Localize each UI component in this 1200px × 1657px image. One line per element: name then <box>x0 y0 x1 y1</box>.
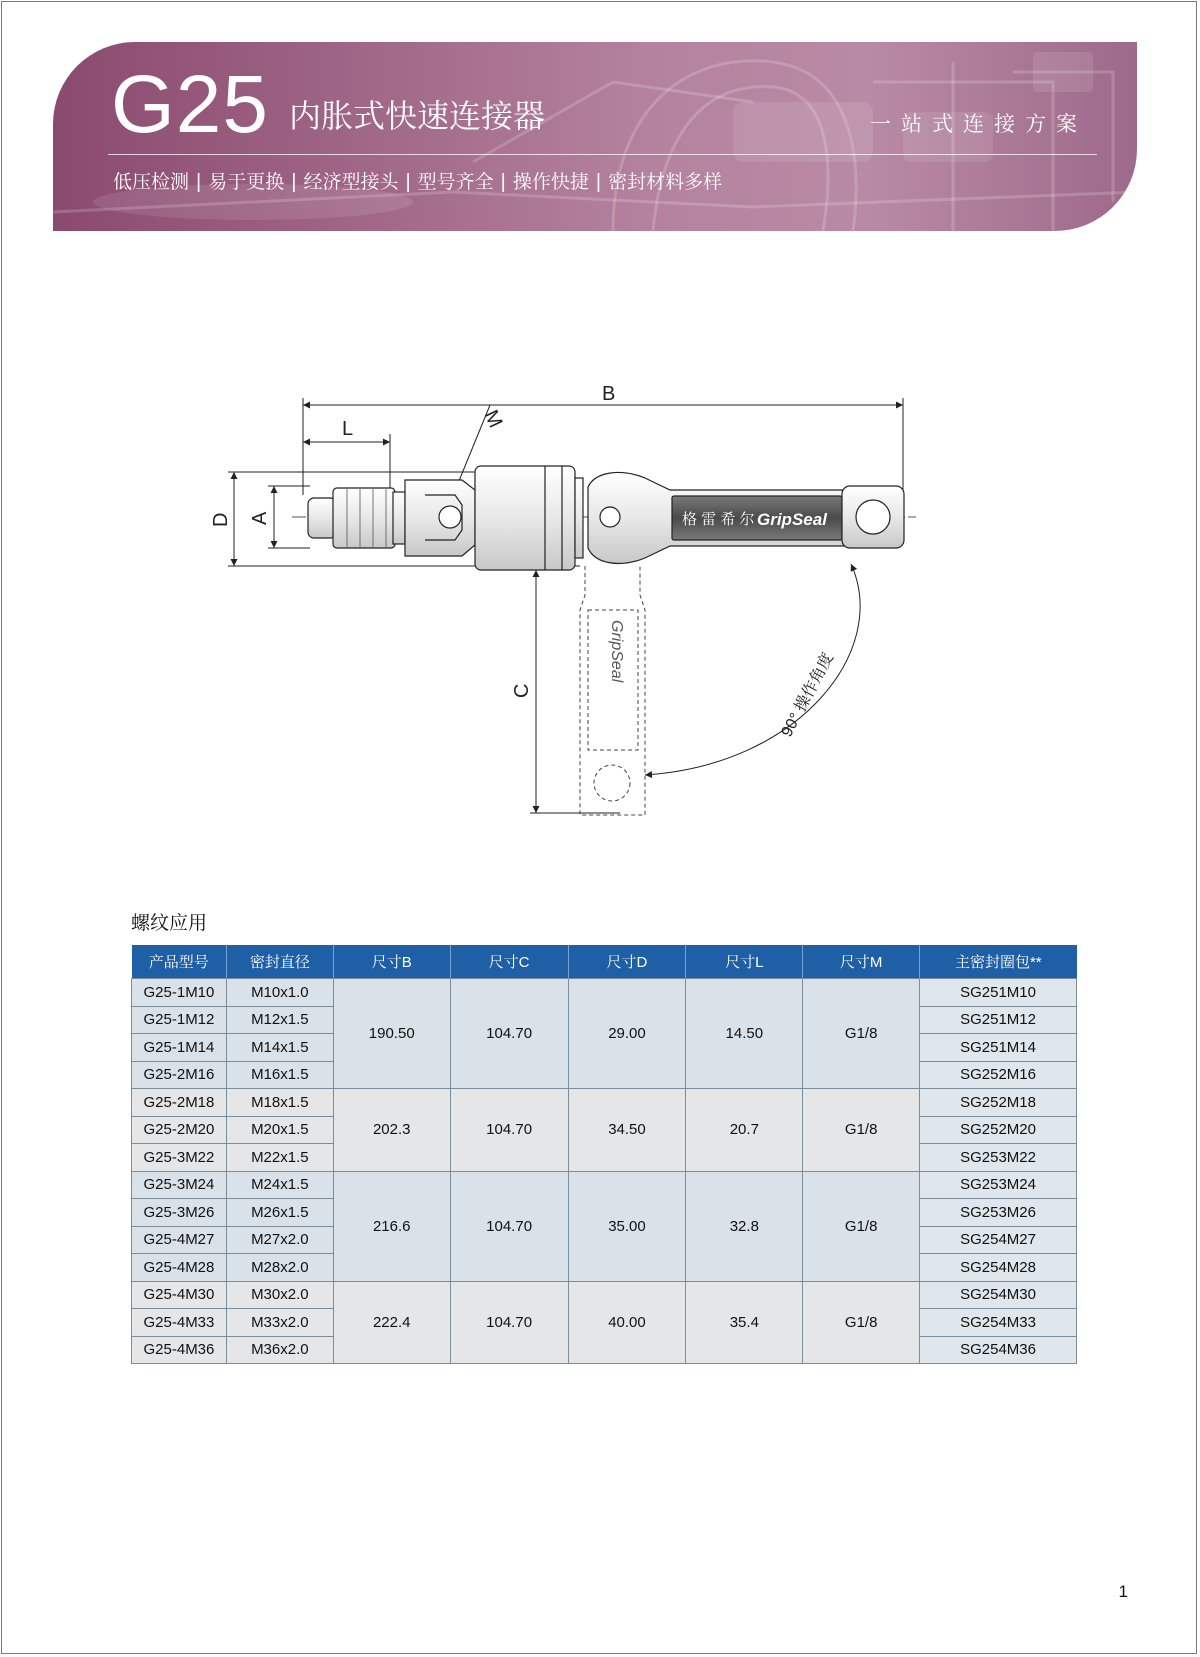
feature-item: 易于更换 <box>208 171 285 193</box>
seal-diameter-cell: M12x1.5 <box>226 1006 333 1034</box>
table-row <box>132 979 1077 1007</box>
model-cell: G25-4M33 <box>132 1309 227 1337</box>
feature-item: 操作快捷 <box>512 171 589 193</box>
banner-divider <box>108 154 1097 155</box>
brand-name-cn: 格 雷 希 尔 <box>682 511 755 528</box>
brand-name-en: GripSeal <box>757 510 827 529</box>
table-row <box>132 1281 1077 1309</box>
seal-pack-cell: SG251M14 <box>920 1034 1077 1062</box>
dim-b-label: B <box>602 383 616 405</box>
seal-pack-cell: SG251M10 <box>920 979 1077 1007</box>
model-cell: G25-1M10 <box>132 979 227 1007</box>
dim-m-cell: G1/8 <box>803 1089 920 1172</box>
dim-d-label: D <box>210 512 232 527</box>
feature-item: 型号齐全 <box>417 171 494 193</box>
feature-separator: | <box>405 171 411 193</box>
dim-d-cell: 35.00 <box>568 1171 686 1281</box>
seal-diameter-cell: M22x1.5 <box>226 1144 333 1172</box>
column-header: 尺寸B <box>333 945 450 979</box>
dim-c-cell: 104.70 <box>450 1089 568 1172</box>
seal-diameter-cell: M28x2.0 <box>226 1254 333 1282</box>
dim-d-cell: 29.00 <box>568 979 686 1089</box>
dim-l-cell: 32.8 <box>686 1171 803 1281</box>
seal-diameter-cell: M24x1.5 <box>226 1171 333 1199</box>
dim-b-cell: 222.4 <box>333 1281 450 1364</box>
model-cell: G25-1M14 <box>132 1034 227 1062</box>
seal-pack-cell: SG254M33 <box>920 1309 1077 1337</box>
seal-diameter-cell: M36x2.0 <box>226 1336 333 1364</box>
model-cell: G25-3M26 <box>132 1199 227 1227</box>
seal-diameter-cell: M27x2.0 <box>226 1226 333 1254</box>
seal-diameter-cell: M14x1.5 <box>226 1034 333 1062</box>
model-cell: G25-4M36 <box>132 1336 227 1364</box>
dim-d-cell: 34.50 <box>568 1089 686 1172</box>
dim-m-cell: G1/8 <box>803 1281 920 1364</box>
spec-table <box>131 945 1077 1364</box>
feature-separator: | <box>196 171 202 193</box>
model-title: G25 <box>111 59 269 150</box>
model-cell: G25-4M27 <box>132 1226 227 1254</box>
dim-c-cell: 104.70 <box>450 979 568 1089</box>
column-header: 尺寸M <box>803 945 920 979</box>
seal-diameter-cell: M30x2.0 <box>226 1281 333 1309</box>
dim-l-cell: 35.4 <box>686 1281 803 1364</box>
seal-diameter-cell: M18x1.5 <box>226 1089 333 1117</box>
dim-m-cell: G1/8 <box>803 979 920 1089</box>
seal-pack-cell: SG254M28 <box>920 1254 1077 1282</box>
table-row <box>132 1089 1077 1117</box>
model-cell: G25-2M20 <box>132 1116 227 1144</box>
feature-separator: | <box>595 171 602 193</box>
model-cell: G25-2M18 <box>132 1089 227 1117</box>
seal-pack-cell: SG253M24 <box>920 1171 1077 1199</box>
header-banner <box>53 42 1137 231</box>
seal-pack-cell: SG251M12 <box>920 1006 1077 1034</box>
model-cell: G25-3M24 <box>132 1171 227 1199</box>
dim-m-label: M <box>479 406 507 432</box>
model-cell: G25-1M12 <box>132 1006 227 1034</box>
dim-c-cell: 104.70 <box>450 1171 568 1281</box>
seal-pack-cell: SG254M27 <box>920 1226 1077 1254</box>
seal-diameter-cell: M20x1.5 <box>226 1116 333 1144</box>
model-cell: G25-4M28 <box>132 1254 227 1282</box>
seal-pack-cell: SG253M26 <box>920 1199 1077 1227</box>
column-header: 主密封圈包** <box>920 945 1077 979</box>
dim-l-cell: 20.7 <box>686 1089 803 1172</box>
slogan: 一站式连接方案 <box>870 113 1087 136</box>
column-header: 产品型号 <box>132 945 227 979</box>
dim-a-label: A <box>249 511 271 525</box>
seal-pack-cell: SG254M36 <box>920 1336 1077 1364</box>
column-header: 尺寸C <box>450 945 568 979</box>
seal-pack-cell: SG252M18 <box>920 1089 1077 1117</box>
column-header: 尺寸L <box>686 945 803 979</box>
dim-l-cell: 14.50 <box>686 979 803 1089</box>
feature-separator: | <box>500 171 506 193</box>
seal-pack-cell: SG252M16 <box>920 1061 1077 1089</box>
column-header: 密封直径 <box>226 945 333 979</box>
table-row <box>132 1171 1077 1199</box>
seal-pack-cell: SG253M22 <box>920 1144 1077 1172</box>
seal-diameter-cell: M10x1.0 <box>226 979 333 1007</box>
column-header: 尺寸D <box>568 945 686 979</box>
page-number: 1 <box>1118 1582 1128 1601</box>
seal-diameter-cell: M16x1.5 <box>226 1061 333 1089</box>
rotation-angle-label: 90° 操作角度 <box>778 650 838 740</box>
model-cell: G25-3M22 <box>132 1144 227 1172</box>
seal-pack-cell: SG254M30 <box>920 1281 1077 1309</box>
seal-diameter-cell: M26x1.5 <box>226 1199 333 1227</box>
seal-diameter-cell: M33x2.0 <box>226 1309 333 1337</box>
dim-b-cell: 190.50 <box>333 979 450 1089</box>
brand-name-vertical: GripSeal <box>608 620 625 683</box>
feature-item: 低压检测 <box>113 171 190 193</box>
table-header-row <box>132 945 1077 979</box>
dim-b-cell: 202.3 <box>333 1089 450 1172</box>
dim-c-label: C <box>511 683 533 698</box>
dim-d-cell: 40.00 <box>568 1281 686 1364</box>
technical-drawing <box>200 370 940 830</box>
feature-list <box>113 172 722 192</box>
model-cell: G25-2M16 <box>132 1061 227 1089</box>
feature-item: 经济型接头 <box>303 171 399 193</box>
model-cell: G25-4M30 <box>132 1281 227 1309</box>
dim-l-label: L <box>342 418 354 440</box>
dim-c-cell: 104.70 <box>450 1281 568 1364</box>
product-name: 内胀式快速连接器 <box>289 98 546 134</box>
seal-pack-cell: SG252M20 <box>920 1116 1077 1144</box>
dim-b-cell: 216.6 <box>333 1171 450 1281</box>
dim-m-cell: G1/8 <box>803 1171 920 1281</box>
feature-separator: | <box>291 171 297 193</box>
feature-item: 密封材料多样 <box>608 171 723 193</box>
section-title: 螺纹应用 <box>131 913 208 934</box>
